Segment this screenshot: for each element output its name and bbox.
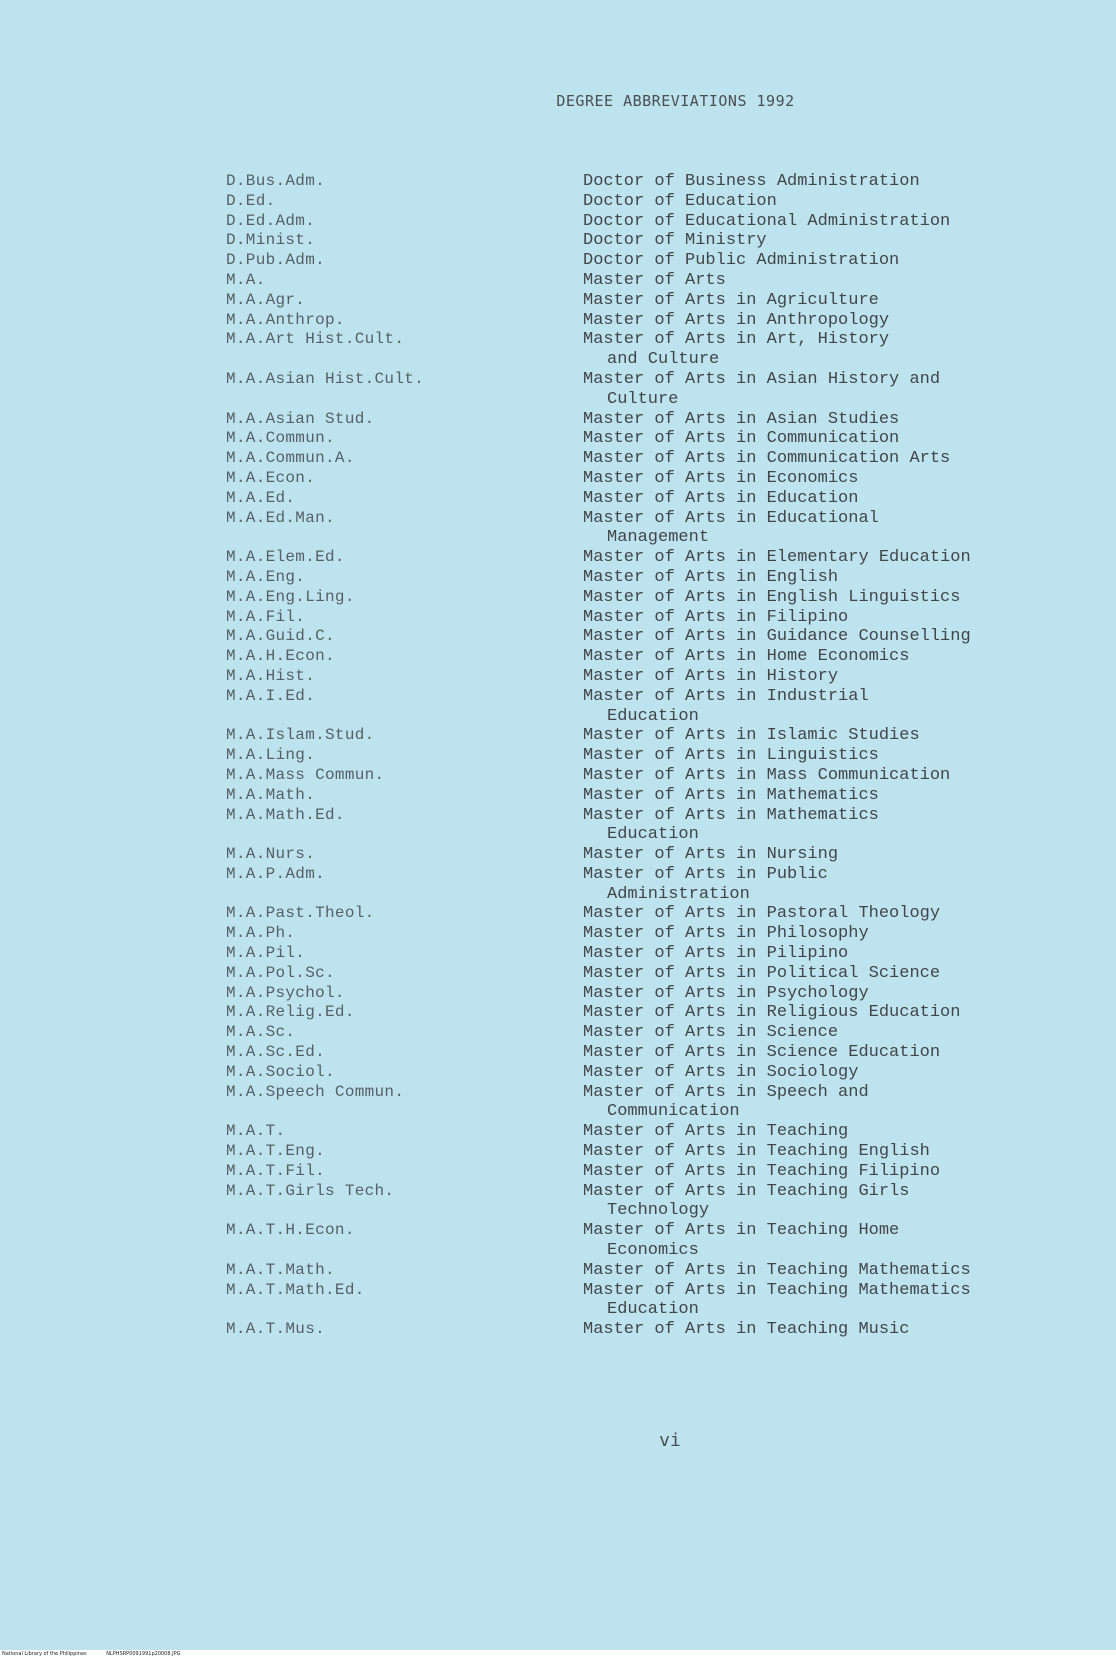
list-item — [226, 627, 1096, 647]
abbreviation: M.A.Pol.Sc. — [226, 963, 335, 982]
abbreviation: M.A.Islam.Stud. — [226, 726, 375, 745]
degree-name-line: Master of Arts in Industrial — [583, 686, 869, 706]
list-item — [226, 192, 1096, 212]
abbreviation-list — [226, 172, 1096, 1340]
list-item — [226, 944, 1096, 964]
degree-name — [583, 726, 1096, 746]
degree-name — [583, 1261, 1096, 1281]
abbreviation: M.A.Art Hist.Cult. — [226, 330, 405, 349]
abbreviation: M.A.Math. — [226, 785, 316, 804]
degree-name-line: Master of Arts in Philosophy — [583, 924, 869, 944]
degree-name-line: Master of Arts in Communication — [583, 429, 900, 449]
degree-name-line: Master of Arts in Mass Communication — [583, 765, 951, 785]
abbreviation: M.A.Sociol. — [226, 1062, 335, 1081]
degree-name — [583, 766, 1096, 786]
abbreviation: D.Bus.Adm. — [226, 172, 326, 190]
list-item — [226, 212, 1096, 232]
list-item — [226, 647, 1096, 667]
degree-name — [583, 1063, 1096, 1083]
degree-name — [583, 608, 1096, 628]
degree-name — [583, 806, 1096, 846]
abbreviation: M.A.T.Fil. — [226, 1161, 326, 1180]
degree-name — [583, 924, 1096, 944]
abbreviation: M.A.Elem.Ed. — [226, 548, 345, 567]
degree-name — [583, 746, 1096, 766]
abbreviation: M.A.Ed. — [226, 488, 296, 507]
abbreviation: M.A.Sc. — [226, 1023, 296, 1042]
abbreviation: M.A.T.Mus. — [226, 1320, 326, 1339]
degree-name-line: Master of Arts in Teaching Home — [583, 1221, 900, 1241]
degree-name — [583, 212, 1096, 232]
list-item — [226, 410, 1096, 430]
degree-name-line: Master of Arts in Pilipino — [583, 944, 849, 964]
degree-name — [583, 964, 1096, 984]
abbreviation: M.A.T.Math. — [226, 1260, 335, 1279]
abbreviation: M.A.Ed.Man. — [226, 508, 335, 527]
list-item — [226, 1261, 1096, 1281]
list-item — [226, 429, 1096, 449]
degree-name-line: Master of Arts in Science — [583, 1023, 839, 1043]
degree-name — [583, 509, 1096, 549]
degree-name-line: Master of Arts in History — [583, 666, 839, 686]
list-item — [226, 1083, 1096, 1123]
degree-name-continuation: Education — [607, 1300, 699, 1320]
abbreviation: M.A.Econ. — [226, 468, 316, 487]
degree-name — [583, 627, 1096, 647]
list-item — [226, 1182, 1096, 1222]
degree-name-continuation: and Culture — [607, 350, 720, 370]
abbreviation: M.A.Relig.Ed. — [226, 1003, 355, 1022]
abbreviation: M.A.T.H.Econ. — [226, 1221, 355, 1240]
abbreviation: M.A.Hist. — [226, 666, 316, 685]
list-item — [226, 489, 1096, 509]
list-item — [226, 904, 1096, 924]
list-item — [226, 1162, 1096, 1182]
list-item — [226, 568, 1096, 588]
abbreviation: M.A.Sc.Ed. — [226, 1043, 326, 1062]
degree-name-line: Master of Arts in English — [583, 567, 839, 587]
degree-name-line: Master of Arts in Teaching Filipino — [583, 1161, 941, 1181]
abbreviation: M.A. — [226, 270, 266, 289]
degree-name-line: Master of Arts in Agriculture — [583, 290, 879, 310]
abbreviation: D.Minist. — [226, 231, 316, 250]
degree-name — [583, 1142, 1096, 1162]
abbreviation: M.A.T.Eng. — [226, 1142, 326, 1161]
degree-name-line: Master of Arts in Science Education — [583, 1043, 941, 1063]
degree-name-line: Doctor of Education — [583, 191, 777, 211]
abbreviation: M.A.Asian Stud. — [226, 409, 375, 428]
degree-name — [583, 865, 1096, 905]
degree-name-line: Master of Arts in Mathematics — [583, 785, 879, 805]
degree-name — [583, 231, 1096, 251]
degree-name — [583, 667, 1096, 687]
degree-name — [583, 786, 1096, 806]
degree-name-continuation: Administration — [607, 884, 750, 904]
list-item — [226, 1221, 1096, 1261]
abbreviation: M.A.P.Adm. — [226, 864, 326, 883]
list-item — [226, 924, 1096, 944]
degree-name — [583, 845, 1096, 865]
degree-name — [583, 469, 1096, 489]
degree-name-line: Doctor of Ministry — [583, 231, 767, 251]
list-item — [226, 271, 1096, 291]
list-item — [226, 291, 1096, 311]
list-item — [226, 1003, 1096, 1023]
degree-name — [583, 330, 1096, 370]
list-item — [226, 548, 1096, 568]
abbreviation: M.A.Speech Commun. — [226, 1082, 405, 1101]
abbreviation: D.Pub.Adm. — [226, 251, 326, 270]
degree-name — [583, 687, 1096, 727]
degree-name-line: Master of Arts in Religious Education — [583, 1003, 961, 1023]
list-item — [226, 608, 1096, 628]
degree-name — [583, 944, 1096, 964]
degree-name-line: Master of Arts in Home Economics — [583, 647, 910, 667]
degree-name — [583, 1182, 1096, 1222]
list-item — [226, 370, 1096, 410]
degree-name-line: Master of Arts in Psychology — [583, 983, 869, 1003]
abbreviation: M.A.Guid.C. — [226, 627, 335, 646]
list-item — [226, 746, 1096, 766]
degree-name-line: Master of Arts in Economics — [583, 468, 859, 488]
degree-name-line: Master of Arts in Political Science — [583, 963, 941, 983]
degree-name — [583, 647, 1096, 667]
list-item — [226, 251, 1096, 271]
degree-name — [583, 172, 1096, 192]
degree-name — [583, 429, 1096, 449]
degree-name — [583, 1003, 1096, 1023]
abbreviation: M.A.Pil. — [226, 944, 306, 963]
list-item — [226, 766, 1096, 786]
degree-name — [583, 1043, 1096, 1063]
degree-name — [583, 588, 1096, 608]
list-item — [226, 1063, 1096, 1083]
abbreviation: M.A.T.Girls Tech. — [226, 1181, 395, 1200]
page-title: DEGREE ABBREVIATIONS 1992 — [556, 92, 795, 110]
degree-name — [583, 1023, 1096, 1043]
list-item — [226, 311, 1096, 331]
degree-name-line: Master of Arts in Nursing — [583, 845, 839, 865]
degree-name-line: Master of Arts in Art, History — [583, 330, 890, 350]
degree-name — [583, 449, 1096, 469]
abbreviation: M.A.Nurs. — [226, 845, 316, 864]
degree-name-line: Master of Arts in Teaching Mathematics — [583, 1280, 971, 1300]
degree-name — [583, 548, 1096, 568]
degree-name-line: Doctor of Educational Administration — [583, 211, 951, 231]
abbreviation: M.A.Psychol. — [226, 983, 345, 1002]
list-item — [226, 1043, 1096, 1063]
degree-name-continuation: Communication — [607, 1102, 740, 1122]
degree-name-continuation: Education — [607, 825, 699, 845]
list-item — [226, 1320, 1096, 1340]
degree-name — [583, 984, 1096, 1004]
abbreviation: M.A.H.Econ. — [226, 647, 335, 666]
degree-name-line: Master of Arts in Linguistics — [583, 746, 879, 766]
degree-name-line: Master of Arts in English Linguistics — [583, 587, 961, 607]
degree-name-line: Master of Arts in Teaching — [583, 1122, 849, 1142]
scan-footer — [2, 1651, 199, 1657]
abbreviation: M.A.T. — [226, 1122, 286, 1141]
degree-name-continuation: Management — [607, 528, 710, 548]
list-item — [226, 469, 1096, 489]
list-item — [226, 172, 1096, 192]
degree-name-line: Master of Arts in Public — [583, 864, 828, 884]
abbreviation: D.Ed. — [226, 191, 276, 210]
list-item — [226, 667, 1096, 687]
degree-name-continuation: Culture — [607, 389, 679, 409]
degree-name-line: Doctor of Business Administration — [583, 172, 920, 191]
degree-name-line: Master of Arts in Education — [583, 488, 859, 508]
list-item — [226, 330, 1096, 370]
degree-name-line: Master of Arts — [583, 270, 726, 290]
degree-name — [583, 1320, 1096, 1340]
degree-name-line: Master of Arts in Anthropology — [583, 310, 890, 330]
abbreviation: M.A.I.Ed. — [226, 686, 316, 705]
abbreviation: M.A.Fil. — [226, 607, 306, 626]
abbreviation: M.A.Anthrop. — [226, 310, 345, 329]
list-item — [226, 588, 1096, 608]
list-item — [226, 806, 1096, 846]
degree-name — [583, 568, 1096, 588]
list-item — [226, 509, 1096, 549]
abbreviation: M.A.Asian Hist.Cult. — [226, 369, 425, 388]
degree-name — [583, 271, 1096, 291]
list-item — [226, 984, 1096, 1004]
degree-name-continuation: Technology — [607, 1201, 710, 1221]
degree-name-line: Master of Arts in Communication Arts — [583, 449, 951, 469]
degree-name-line: Master of Arts in Educational — [583, 508, 879, 528]
degree-name — [583, 370, 1096, 410]
abbreviation: M.A.Eng. — [226, 567, 306, 586]
degree-name — [583, 291, 1096, 311]
abbreviation: M.A.Agr. — [226, 290, 306, 309]
degree-name — [583, 904, 1096, 924]
footer-file-id: NLPHSRP0091991p20008.JPG — [106, 1651, 181, 1657]
page-number: vi — [659, 1430, 681, 1451]
abbreviation: M.A.Eng.Ling. — [226, 587, 355, 606]
degree-name — [583, 489, 1096, 509]
degree-name — [583, 1281, 1096, 1321]
degree-name — [583, 192, 1096, 212]
abbreviation: M.A.Math.Ed. — [226, 805, 345, 824]
list-item — [226, 1122, 1096, 1142]
list-item — [226, 687, 1096, 727]
degree-name — [583, 410, 1096, 430]
degree-name — [583, 1083, 1096, 1123]
list-item — [226, 1281, 1096, 1321]
list-item — [226, 1023, 1096, 1043]
abbreviation: M.A.T.Math.Ed. — [226, 1280, 365, 1299]
abbreviation: M.A.Commun.A. — [226, 449, 355, 468]
degree-name-line: Master of Arts in Teaching English — [583, 1142, 930, 1162]
list-item — [226, 726, 1096, 746]
list-item — [226, 845, 1096, 865]
abbreviation: M.A.Ling. — [226, 746, 316, 765]
degree-name-line: Master of Arts in Islamic Studies — [583, 726, 920, 746]
list-item — [226, 449, 1096, 469]
degree-name-continuation: Education — [607, 706, 699, 726]
list-item — [226, 964, 1096, 984]
degree-name — [583, 311, 1096, 331]
degree-name-line: Doctor of Public Administration — [583, 251, 900, 271]
degree-name-line: Master of Arts in Teaching Mathematics — [583, 1260, 971, 1280]
degree-name-line: Master of Arts in Filipino — [583, 607, 849, 627]
list-item — [226, 1142, 1096, 1162]
degree-name — [583, 1122, 1096, 1142]
abbreviation: M.A.Commun. — [226, 429, 335, 448]
degree-name-line: Master of Arts in Speech and — [583, 1082, 869, 1102]
abbreviation: M.A.Past.Theol. — [226, 904, 375, 923]
list-item — [226, 865, 1096, 905]
degree-name-line: Master of Arts in Sociology — [583, 1062, 859, 1082]
degree-name-line: Master of Arts in Asian History and — [583, 369, 941, 389]
abbreviation: M.A.Ph. — [226, 924, 296, 943]
degree-name — [583, 251, 1096, 271]
list-item — [226, 231, 1096, 251]
degree-name-line: Master of Arts in Mathematics — [583, 805, 879, 825]
degree-name-line: Master of Arts in Teaching Music — [583, 1320, 910, 1340]
abbreviation: M.A.Mass Commun. — [226, 765, 385, 784]
degree-name-line: Master of Arts in Pastoral Theology — [583, 904, 941, 924]
degree-name — [583, 1162, 1096, 1182]
degree-name-line: Master of Arts in Guidance Counselling — [583, 627, 971, 647]
degree-name-continuation: Economics — [607, 1241, 699, 1261]
list-item — [226, 786, 1096, 806]
degree-name-line: Master of Arts in Elementary Education — [583, 548, 971, 568]
degree-name-line: Master of Arts in Teaching Girls — [583, 1181, 910, 1201]
degree-name-line: Master of Arts in Asian Studies — [583, 409, 900, 429]
abbreviation: D.Ed.Adm. — [226, 211, 316, 230]
degree-name — [583, 1221, 1096, 1261]
footer-source: National Library of the Philippines — [2, 1651, 87, 1657]
